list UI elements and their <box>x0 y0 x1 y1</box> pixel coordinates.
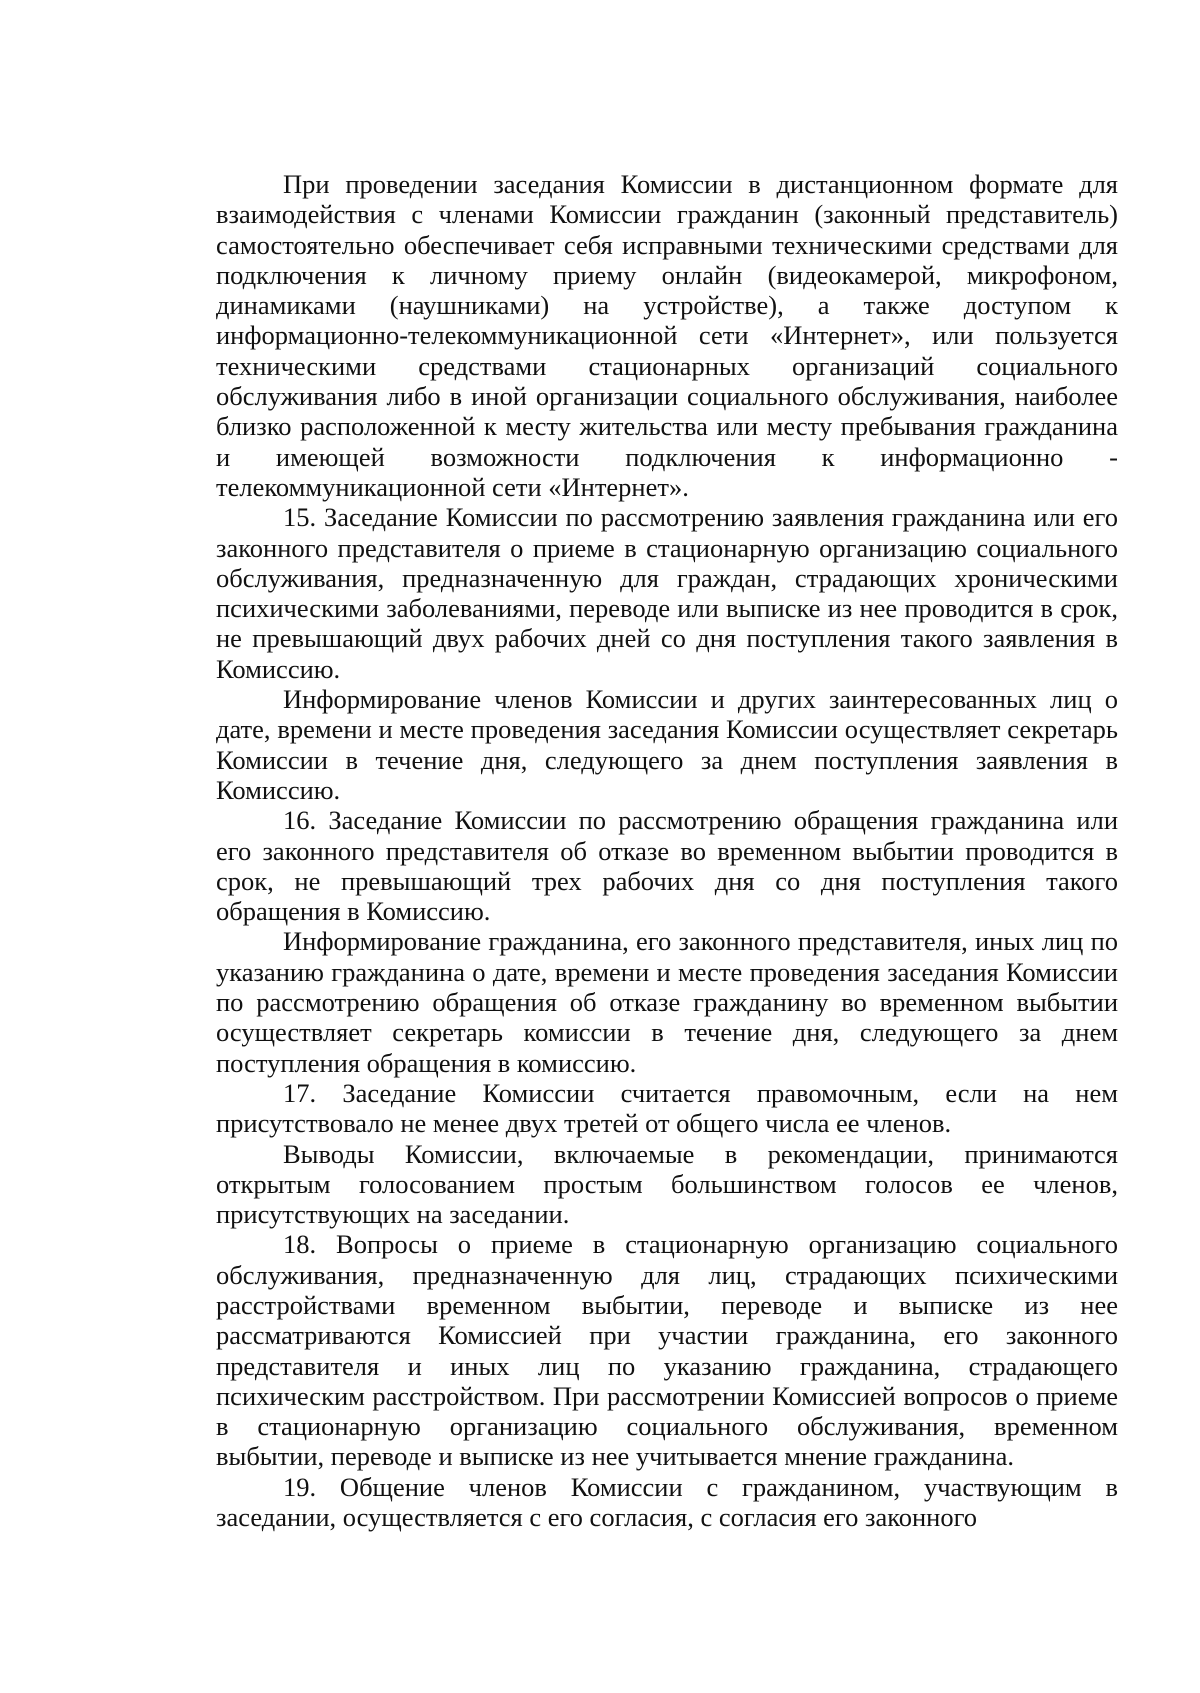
paragraph-clause-17: 17. Заседание Комиссии считается правомочным, если на нем присутствовало не менее двух третей от общего числа ее членов. <box>216 1077 1118 1139</box>
paragraph-informing-citizen: Информирование гражданина, его законного представителя, иных лиц по указанию гражданина о дате, времени и месте проведения заседания Комиссии по рассмотрению обращения об отказе гражданину во временном выбытии осуществляет секретарь комиссии в течение дня, следующего за днем поступления обращения в комиссию. <box>216 926 1118 1078</box>
paragraph-clause-15: 15. Заседание Комиссии по рассмотрению заявления гражданина или его законного представителя о приеме в стационарную организацию социального обслуживания, предназначенную для граждан, страдающих хроническими психическими заболеваниями, переводе или выписке из нее проводится в срок, не превышающий двух рабочих дней со дня поступления такого заявления в Комиссию. <box>216 502 1118 684</box>
paragraph-remote-meeting: При проведении заседания Комиссии в дистанционном формате для взаимодействия с членами Комиссии гражданин (законный представитель) самостоятельно обеспечивает себя исправными техническими средствами для подключения к личному приему онлайн (видеокамерой, микрофоном, динамиками (наушниками) на устройстве), а также доступом к информационно-телекоммуникационной сети «Интернет», или пользуется техническими средствами стационарных организаций социального обслуживания либо в иной организации социального обслуживания, наиболее близко расположенной к месту жительства или месту пребывания гражданина и имеющей возможности подключения к информационно - телекоммуникационной сети «Интернет». <box>216 169 1118 502</box>
paragraph-voting: Выводы Комиссии, включаемые в рекомендации, принимаются открытым голосованием простым большинством голосов ее членов, присутствующих на заседании. <box>216 1138 1118 1230</box>
paragraph-clause-16: 16. Заседание Комиссии по рассмотрению обращения гражданина или его законного представителя об отказе во временном выбытии проводится в срок, не превышающий трех рабочих дня со дня поступления такого обращения в Комиссию. <box>216 805 1118 927</box>
document-body <box>216 169 1118 1532</box>
paragraph-informing-members: Информирование членов Комиссии и других заинтересованных лиц о дате, времени и месте проведения заседания Комиссии осуществляет секретарь Комиссии в течение дня, следующего за днем поступления заявления в Комиссию. <box>216 684 1118 805</box>
paragraph-clause-19: 19. Общение членов Комиссии с гражданином, участвующим в заседании, осуществляется с его согласия, с согласия его законного <box>216 1471 1118 1533</box>
paragraph-clause-18: 18. Вопросы о приеме в стационарную организацию социального обслуживания, предназначенную для лиц, страдающих психическими расстройствами временном выбытии, переводе и выписке из нее рассматриваются Комиссией при участии гражданина, его законного представителя и иных лиц по указанию гражданина, страдающего психическим расстройством. При рассмотрении Комиссией вопросов о приеме в стационарную организацию социального обслуживания, временном выбытии, переводе и выписке из нее учитывается мнение гражданина. <box>216 1229 1118 1472</box>
